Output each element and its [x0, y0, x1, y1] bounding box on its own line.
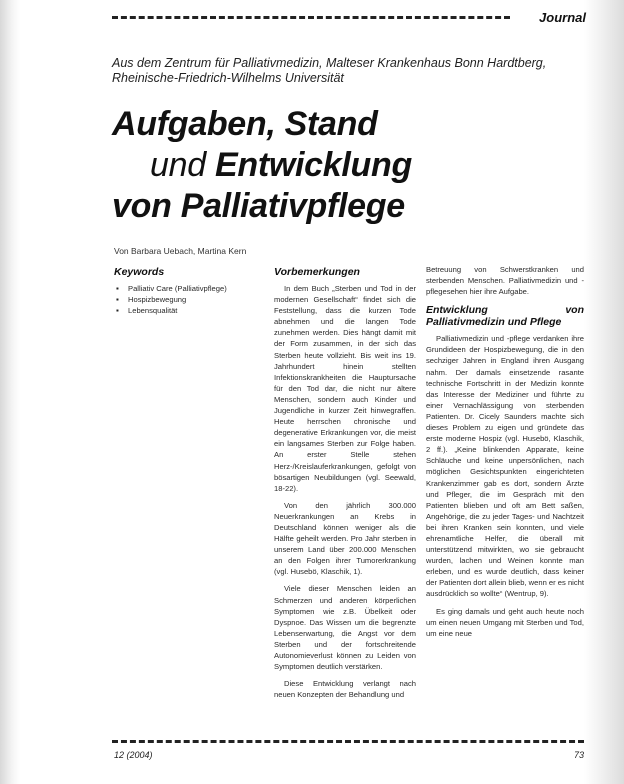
body-paragraph: Von den jährlich 300.000 Neuerkrankungen an Krebs in Deutschland können weniger als die Hälfte geheilt werden. Pro Jahr sterben in unserem Land über 200.000 Menschen an den Folgen ihrer Tumorerkrankung (vgl. Husebö, Klaschik, 1). [274, 500, 416, 577]
byline: Von Barbara Uebach, Martina Kern [114, 246, 247, 256]
affiliation [112, 56, 582, 86]
page-number: 73 [573, 750, 584, 760]
body-paragraph: In dem Buch „Sterben und Tod in der modernen Gesellschaft“ findet sich die Feststellung, dass die kurzen Tode abnehmen und die langen Tode zunehmen werden. Dies hängt damit mit der Form zusammen, in der sich das Sterben heute vollzieht. Bis weit ins 19. Jahrhundert hinein stellten Infektionskrankheiten die Hauptursache für den Tod dar, die nicht nur ältere Menschen, sondern auch Kinder und Jugendliche in kurzer Zeit hinwegraffen. Heute herrschen chronische und degenerative Erkrankungen vor, die meist ein langsames Sterben zur Folge haben. An erster Stelle stehen Herz-/Kreislauferkrankungen, gefolgt von bösartigen Neubildungen (vgl. Seewald, 18-22). [274, 284, 416, 493]
issue-number: 12 (2004) [114, 750, 153, 760]
keyword-item: ▪ Palliativ Care (Palliativpflege) [114, 283, 254, 294]
right-column [426, 264, 584, 639]
middle-column [274, 266, 416, 700]
keyword-item: ▪ Hospizbewegung [114, 294, 254, 305]
body-paragraph: Palliativmedizin und -pflege verdanken ihre Grundideen der Hospizbewegung, die in den sechziger Jahren in England ihren Ausgang nahm. Der damals einsetzende rasante technische Fortschritt in der Medizin konnte das Interesse der Mediziner und führte zu einer Vernachlässigung von sterbenden Patienten. Dr. Cicely Saunders machte sich dieses Problem zu eigen und gründete das erste moderne Hospiz (vgl. Husebö, Klaschik, 2 ff.). „Keine blinkenden Apparate, keine Schläuche und keine unpersönlichen, nach möglichen Gesichtspunkten eingerichteten Krankenzimmer gab es dort, sondern Ärzte und Pfleger, die im Gespräch mit den Patienten blieben und oft am Bett saßen, Angehörige, die zu jeder Tages- und Nachtzeit bei ihren Kranken sein konnten, und viele ehrenamtliche Helfer, die überall mit unterstützend mitwirkten, wo sie gebraucht wurden, lachen und Weinen konnte man erleben, und es wurde deutlich, dass keiner der Patienten dort allein blieb, wenn er es nicht ausdrücklich so wollte“ (Wentrup, 9). [426, 334, 584, 599]
body-paragraph: Diese Entwicklung verlangt nach neuen Konzepten der Behandlung und [274, 679, 416, 700]
title-line-2 [112, 145, 582, 186]
body-paragraph: Viele dieser Menschen leiden an Schmerzen und anderen körperlichen Symptomen wie z.B. Übelkeit oder Dyspnoe. Das Wissen um die begrenzte Lebenserwartung, die Angst vor dem Sterben und der fortschreitende Autonomieverlust können zu Leiden von Symptomen deutlich verstärken. [274, 584, 416, 672]
article-title [112, 104, 582, 227]
keywords-heading: Keywords [114, 266, 165, 278]
journal-label: Journal [539, 10, 586, 25]
body-paragraph: Betreuung von Schwerstkranken und sterbenden Menschen. Palliativmedizin und -pflegesehen hier ihre Aufgabe. [426, 265, 584, 297]
section-heading-entwicklung: Entwicklung von Palliativmedizin und Pflege [426, 304, 584, 329]
bottom-dashed-rule [112, 740, 584, 743]
keywords-list [114, 283, 254, 316]
affiliation-line-1: Aus dem Zentrum für Palliativmedizin, Malteser Krankenhaus Bonn Hardtberg, [112, 56, 547, 70]
title-line-1: Aufgaben, Stand [112, 105, 378, 143]
title-line-3: von Palliativpflege [112, 187, 405, 225]
keywords-column [114, 266, 254, 316]
section-heading-vorbemerkungen: Vorbemerkungen [274, 266, 360, 278]
scan-shadow-left [0, 0, 20, 784]
scan-shadow-right [584, 0, 624, 784]
top-dashed-rule [112, 16, 510, 19]
body-paragraph: Es ging damals und geht auch heute noch um einen neuen Umgang mit Sterben und Tod, um eine neue [426, 606, 584, 638]
title-line-2-light: und [150, 146, 215, 184]
keyword-item: ▪ Lebensqualität [114, 305, 254, 316]
affiliation-line-2: Rheinische-Friedrich-Wilhelms Universität [112, 71, 344, 85]
title-line-2-bold: Entwicklung [214, 146, 412, 184]
